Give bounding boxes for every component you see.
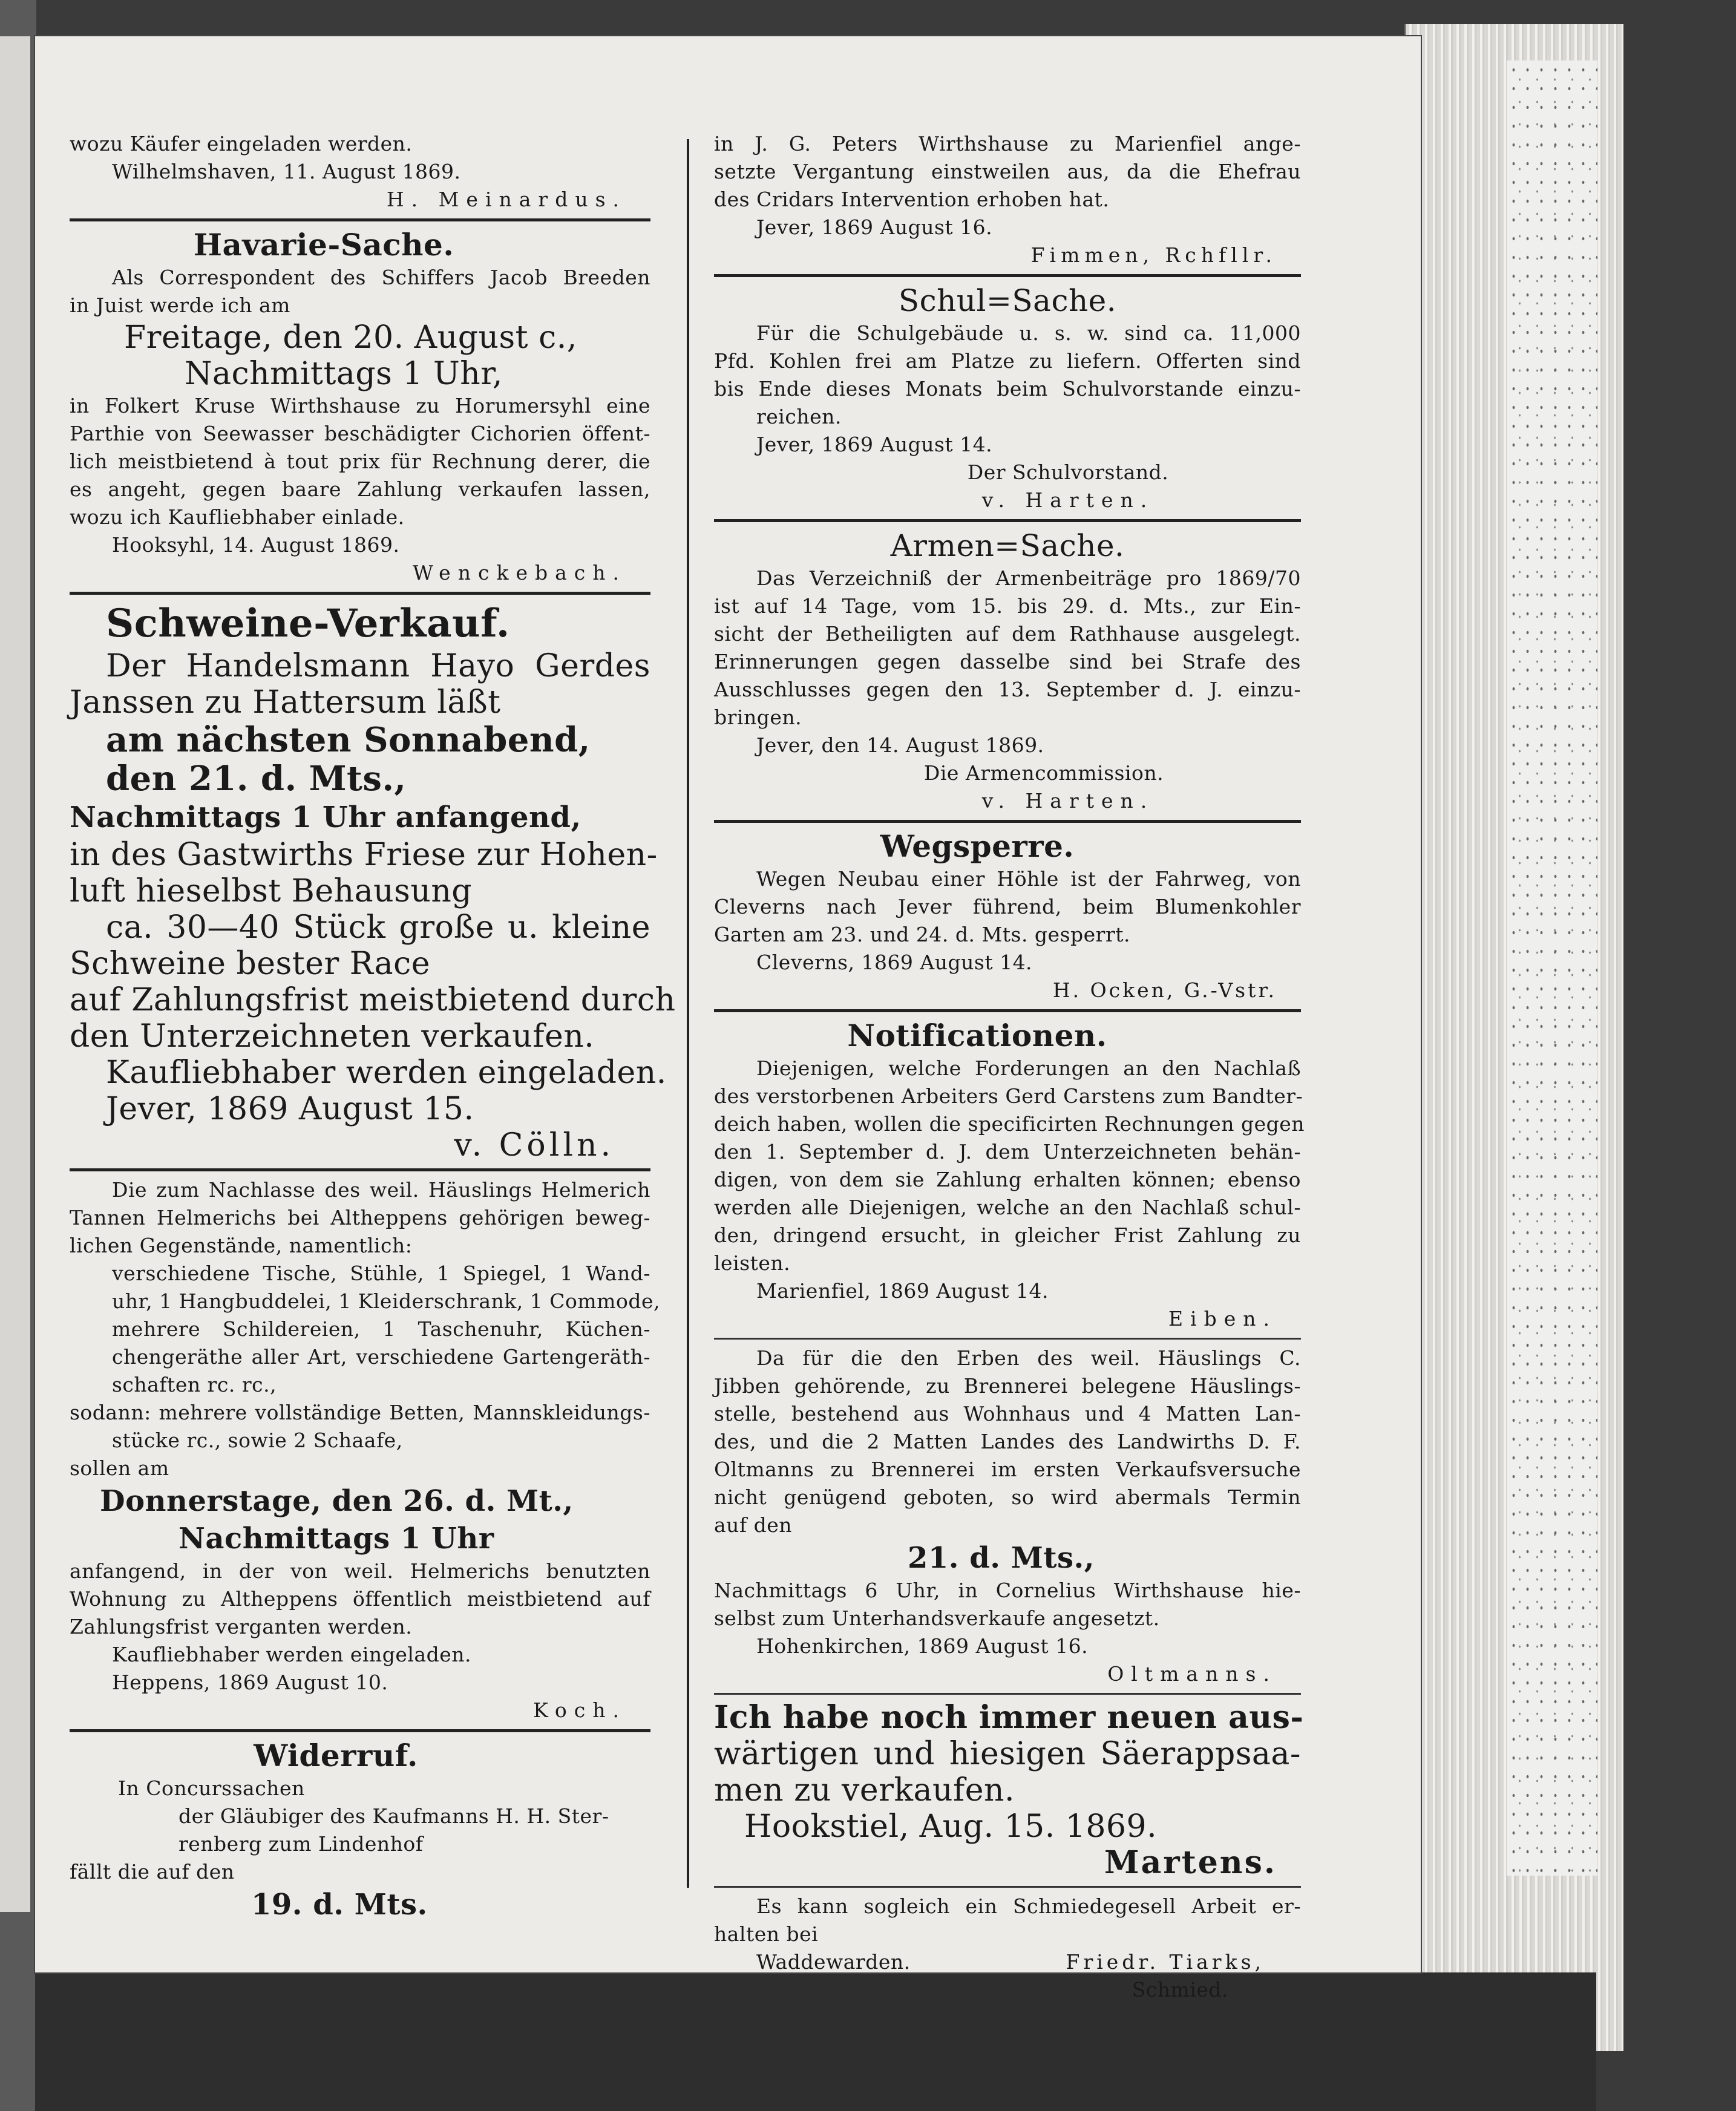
text-line: sollen am (70, 1456, 169, 1480)
text-line: setzte Vergantung einstweilen aus, da die Ehefrau (714, 160, 1301, 183)
profession: Schmied. (1132, 1978, 1228, 2001)
signature: Wenckebach. (412, 561, 626, 584)
section-divider (714, 820, 1301, 823)
auction-time: Nachmittags 1 Uhr, (185, 356, 503, 392)
text-line: Ich habe noch immer neuen aus- (714, 1699, 1304, 1736)
text-line: schaften rc. rc., (112, 1373, 277, 1396)
section-title-notificationen: Notificationen. (847, 1018, 1107, 1053)
signature: Oltmanns. (1107, 1662, 1277, 1686)
text-line: uhr, 1 Hangbuddelei, 1 Kleiderschrank, 1 Commode, (112, 1289, 660, 1313)
signature: v. Harten. (981, 488, 1155, 512)
right-column (714, 130, 1305, 2004)
text-line: Wilhelmshaven, 11. August 1869. (112, 160, 461, 183)
auction-date: Donnerstage, den 26. d. Mt., (100, 1484, 574, 1518)
text-line: Jibben gehörende, zu Brennerei belegene Häuslings- (714, 1374, 1301, 1398)
section-divider (714, 1009, 1301, 1012)
text-line: Das Verzeichniß der Armenbeiträge pro 1869/70 (756, 566, 1301, 590)
text-line: leisten. (714, 1251, 791, 1275)
place-date: Hohenkirchen, 1869 August 16. (756, 1634, 1089, 1658)
text-line: luft hieselbst Behausung (70, 873, 473, 909)
organization: Die Armencommission. (923, 761, 1164, 785)
section-title-schweine: Schweine-Verkauf. (106, 601, 510, 646)
section-title-widerruf: Widerruf. (254, 1738, 418, 1773)
text-line: nicht genügend geboten, so wird abermals Termin (714, 1485, 1301, 1509)
text-line: Garten am 23. und 24. d. Mts. gesperrt. (714, 923, 1130, 946)
text-line: Janssen zu Hattersum läßt (70, 684, 501, 721)
text-line: sicht der Betheiligten auf dem Rathhause ausgelegt. (714, 622, 1301, 646)
text-line: anfangend, in der von weil. Helmerichs benutzten (70, 1559, 650, 1583)
text-line: in Juist werde ich am (70, 293, 290, 317)
text-line: Diejenigen, welche Forderungen an den Nachlaß (756, 1056, 1301, 1080)
text-line: verschiedene Tische, Stühle, 1 Spiegel, 1 Wand- (112, 1262, 650, 1285)
text-line: Erinnerungen gegen dasselbe sind bei Strafe des (714, 650, 1301, 673)
text-line: lich meistbietend à tout prix für Rechnung derer, die (70, 450, 650, 473)
signature-row (714, 1948, 1301, 1976)
text-line: In Concurssachen (118, 1776, 305, 1800)
text-line: sodann: mehrere vollständige Betten, Mannskleidungs- (70, 1401, 650, 1424)
auction-date: 21. d. Mts., (908, 1541, 1095, 1575)
section-divider (714, 274, 1301, 277)
text-line: halten bei (714, 1922, 819, 1946)
section-title-armen: Armen=Sache. (890, 528, 1125, 563)
section-divider (70, 1729, 650, 1732)
text-line: selbst zum Unterhandsverkaufe angesetzt. (714, 1606, 1160, 1630)
section-title-havarie: Havarie-Sache. (193, 227, 454, 263)
text-line: Es kann sogleich ein Schmiedegesell Arbeit er- (756, 1894, 1301, 1918)
text-line: Tannen Helmerichs bei Altheppens gehörigen beweg- (70, 1206, 650, 1229)
place-date: Jever, den 14. August 1869. (756, 733, 1044, 757)
text-line: bringen. (714, 705, 802, 729)
place-date: Jever, 1869 August 16. (756, 215, 993, 239)
text-line: des, und die 2 Matten Landes des Landwirths D. F. (714, 1430, 1301, 1453)
text-line: Als Correspondent des Schiffers Jacob Breeden (112, 266, 650, 289)
text-line: Der Handelsmann Hayo Gerdes (106, 648, 650, 684)
place-date: Marienfiel, 1869 August 14. (756, 1279, 1049, 1303)
text-line: der Gläubiger des Kaufmanns H. H. Ster- (179, 1804, 609, 1828)
place-date: Heppens, 1869 August 10. (112, 1671, 388, 1694)
text-line: Schweine bester Race (70, 946, 430, 982)
text-line: den, dringend ersucht, in gleicher Frist Zahlung zu (714, 1223, 1301, 1247)
place-date: Cleverns, 1869 August 14. (756, 951, 1033, 974)
text-line: renberg zum Lindenhof (179, 1832, 424, 1856)
section-divider (70, 592, 650, 595)
place-date: Hookstiel, Aug. 15. 1869. (744, 1808, 1158, 1845)
left-column (70, 130, 676, 1923)
section-title-wegsperre: Wegsperre. (880, 828, 1075, 864)
signature: Koch. (533, 1698, 626, 1722)
text-line: den 1. September d. J. dem Unterzeichneten behän- (714, 1140, 1301, 1164)
text-line: stelle, bestehend aus Wohnhaus und 4 Matten Lan- (714, 1402, 1301, 1425)
text-line: mehrere Schildereien, 1 Taschenuhr, Küchen- (112, 1317, 650, 1341)
signature: v. Harten. (981, 789, 1155, 813)
section-divider (714, 1693, 1301, 1695)
text-line: es angeht, gegen baare Zahlung verkaufen lassen, (70, 477, 650, 501)
text-line: deich haben, wollen die specificirten Rechnungen gegen (714, 1112, 1305, 1136)
section-divider (70, 218, 650, 221)
auction-date: 19. d. Mts. (251, 1888, 428, 1922)
text-line: Kaufliebhaber werden eingeladen. (106, 1055, 667, 1091)
auction-date: am nächsten Sonnabend, (106, 720, 591, 760)
section-divider (714, 1886, 1301, 1888)
text-line: Zahlungsfrist verganten werden. (70, 1615, 413, 1638)
text-line: den Unterzeichneten verkaufen. (70, 1018, 595, 1055)
text-line: Die zum Nachlasse des weil. Häuslings Helmerich (112, 1178, 650, 1202)
organization: Der Schulvorstand. (967, 460, 1169, 484)
text-line: men zu verkaufen. (714, 1772, 1015, 1808)
text-line: in Folkert Kruse Wirthshause zu Horumersyhl eine (70, 394, 650, 417)
signature: Fimmen, Rchfllr. (1030, 243, 1277, 267)
text-line: wozu Käufer eingeladen werden. (70, 132, 413, 155)
signature: H. Meinardus. (386, 188, 626, 211)
auction-time: Nachmittags 1 Uhr anfangend, (70, 800, 581, 834)
text-line: lichen Gegenstände, namentlich: (70, 1234, 413, 1257)
text-line: auf Zahlungsfrist meistbietend durch (70, 982, 676, 1018)
text-line: stücke rc., sowie 2 Schaafe, (112, 1429, 403, 1452)
signature: Eiben. (1168, 1307, 1277, 1330)
text-line: Ausschlusses gegen den 13. September d. J. einzu- (714, 678, 1301, 701)
signature: Martens. (1104, 1844, 1277, 1881)
text-line: Cleverns nach Jever führend, beim Blumenkohler (714, 895, 1301, 918)
auction-time: Nachmittags 1 Uhr (179, 1522, 494, 1556)
section-divider (70, 1168, 650, 1171)
place-date: Hooksyhl, 14. August 1869. (112, 533, 400, 557)
text-line: Oltmanns zu Brennerei im ersten Verkaufsversuche (714, 1458, 1301, 1481)
text-line: ist auf 14 Tage, vom 15. bis 29. d. Mts., zur Ein- (714, 594, 1301, 618)
text-line: Kaufliebhaber werden eingeladen. (112, 1643, 471, 1666)
section-divider (714, 519, 1301, 522)
previous-page-edge (0, 36, 30, 1912)
text-line: reichen. (756, 405, 842, 428)
place: Waddewarden. (756, 1950, 911, 1974)
text-line: Pfd. Kohlen frei am Platze zu liefern. Offerten sind (714, 349, 1301, 373)
text-line: ca. 30—40 Stück große u. kleine (106, 909, 650, 946)
place-date: Jever, 1869 August 14. (756, 433, 993, 456)
text-line: Wohnung zu Altheppens öffentlich meistbietend auf (70, 1587, 650, 1611)
text-line: werden alle Diejenigen, welche an den Nachlaß schul- (714, 1196, 1301, 1219)
text-line: Parthie von Seewasser beschädigter Cichorien öffent- (70, 422, 650, 445)
section-divider (714, 1338, 1301, 1340)
speckled-page-edge (1507, 61, 1597, 1876)
auction-date: den 21. d. Mts., (106, 759, 407, 799)
signature: Friedr. Tiarks, (1066, 1950, 1265, 1974)
text-line: bis Ende dieses Monats beim Schulvorstande einzu- (714, 377, 1301, 401)
text-line: in J. G. Peters Wirthshause zu Marienfiel ange- (714, 132, 1301, 155)
text-line: Nachmittags 6 Uhr, in Cornelius Wirthshause hie- (714, 1579, 1301, 1602)
signature: v. Cölln. (454, 1127, 614, 1164)
text-line: Wegen Neubau einer Höhle ist der Fahrweg, von (756, 867, 1301, 891)
text-line: chengeräthe aller Art, verschiedene Gartengeräth- (112, 1345, 650, 1369)
text-line: des verstorbenen Arbeiters Gerd Carstens zum Bandter- (714, 1084, 1303, 1108)
column-divider (687, 139, 689, 1888)
text-line: wozu ich Kaufliebhaber einlade. (70, 505, 405, 529)
auction-date: Freitage, den 20. August c., (124, 319, 577, 356)
text-line: digen, von dem sie Zahlung erhalten können; ebenso (714, 1168, 1301, 1191)
text-line: fällt die auf den (70, 1860, 235, 1884)
text-line: Da für die den Erben des weil. Häuslings C. (756, 1346, 1301, 1370)
text-line: in des Gastwirths Friese zur Hohen- (70, 837, 658, 873)
place-date: Jever, 1869 August 15. (106, 1091, 474, 1127)
section-title-schul: Schul=Sache. (898, 283, 1117, 318)
text-line: des Cridars Intervention erhoben hat. (714, 188, 1110, 211)
text-line: auf den (714, 1513, 793, 1537)
text-line: Für die Schulgebäude u. s. w. sind ca. 11,000 (756, 321, 1301, 345)
text-line: wärtigen und hiesigen Säerappsaa- (714, 1736, 1301, 1772)
signature: H. Ocken, G.-Vstr. (1052, 978, 1277, 1002)
